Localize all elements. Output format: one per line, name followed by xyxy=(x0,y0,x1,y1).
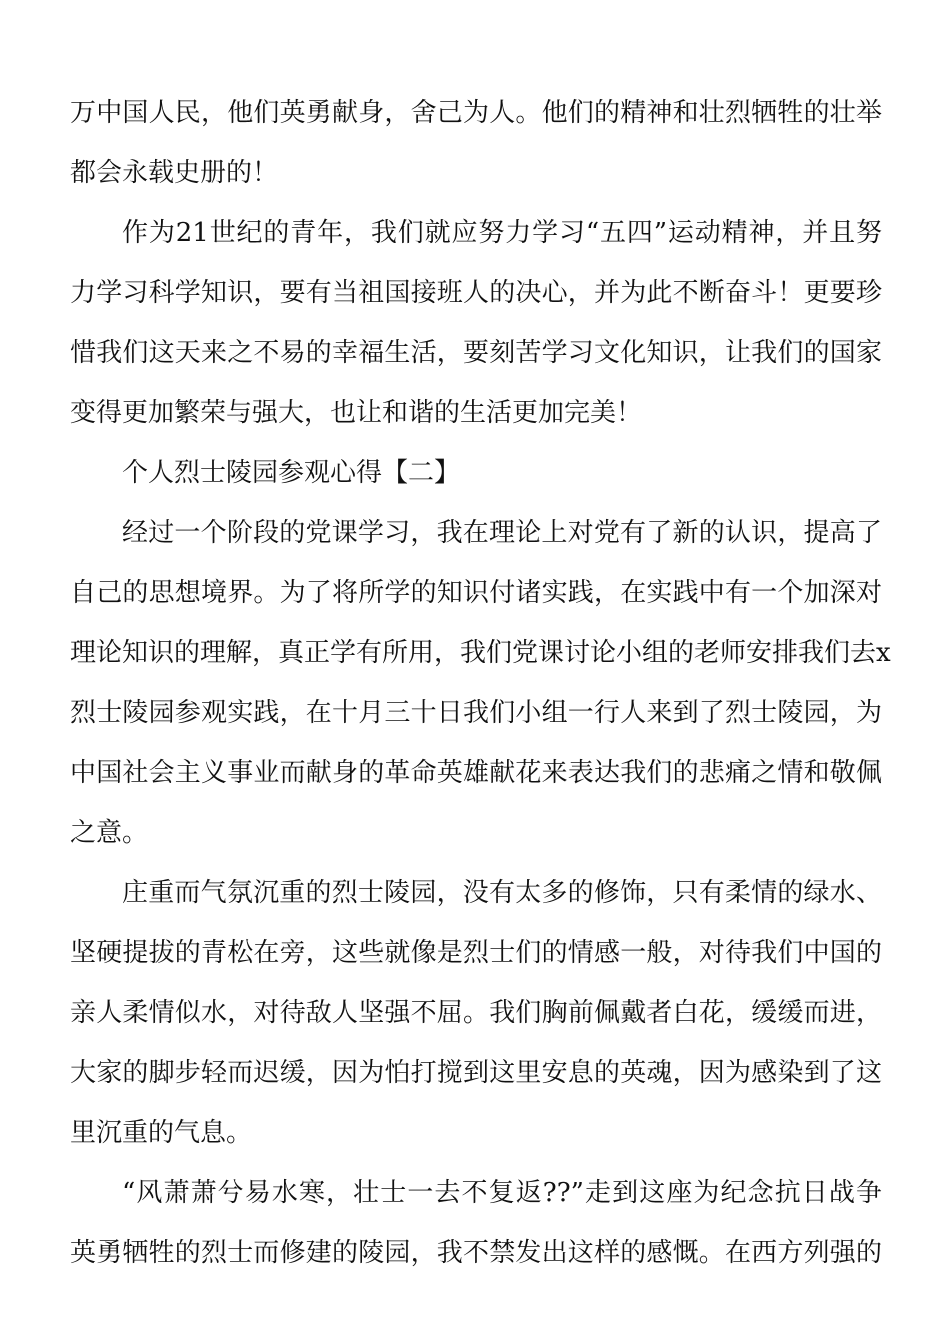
paragraph-line: 庄重而气氛沉重的烈士陵园，没有太多的修饰，只有柔情的绿水、 xyxy=(122,878,882,908)
paragraph-line: 烈士陵园参观实践，在十月三十日我们小组一行人来到了烈士陵园，为 xyxy=(70,698,882,728)
paragraph-line: 经过一个阶段的党课学习，我在理论上对党有了新的认识，提高了 xyxy=(122,518,882,548)
paragraph-line: 中国社会主义事业而献身的革命英雄献花来表达我们的悲痛之情和敬佩 xyxy=(70,758,882,788)
paragraph-line: 亲人柔情似水，对待敌人坚强不屈。我们胸前佩戴者白花，缓缓而进， xyxy=(70,998,882,1028)
paragraph-line: 自己的思想境界。为了将所学的知识付诸实践，在实践中有一个加深对 xyxy=(70,578,882,608)
paragraph-line: 理论知识的理解，真正学有所用，我们党课讨论小组的老师安排我们去x xyxy=(70,638,891,668)
paragraph-line: 都会永载史册的！ xyxy=(70,158,279,188)
paragraph-line: 惜我们这天来之不易的幸福生活，要刻苦学习文化知识，让我们的国家 xyxy=(70,338,882,368)
paragraph-line: 里沉重的气息。 xyxy=(70,1118,253,1148)
paragraph-line: 力学习科学知识，要有当祖国接班人的决心，并为此不断奋斗！更要珍 xyxy=(70,278,882,308)
paragraph-line: 万中国人民，他们英勇献身，舍己为人。他们的精神和壮烈牺牲的壮举 xyxy=(70,98,882,128)
paragraph-line: 坚硬提拔的青松在旁，这些就像是烈士们的情感一般，对待我们中国的 xyxy=(70,938,882,968)
paragraph-line: 作为21世纪的青年，我们就应努力学习“五四”运动精神，并且努 xyxy=(122,218,882,248)
paragraph-line: 之意。 xyxy=(70,818,149,848)
paragraph-line: “风萧萧兮易水寒，壮士一去不复返??”走到这座为纪念抗日战争 xyxy=(122,1178,882,1208)
paragraph-line: 大家的脚步轻而迟缓，因为怕打搅到这里安息的英魂，因为感染到了这 xyxy=(70,1058,882,1088)
paragraph-line: 变得更加繁荣与强大，也让和谐的生活更加完美！ xyxy=(70,398,643,428)
section-heading: 个人烈士陵园参观心得【二】 xyxy=(122,458,461,488)
paragraph-line: 英勇牺牲的烈士而修建的陵园，我不禁发出这样的感慨。在西方列强的 xyxy=(70,1238,882,1268)
